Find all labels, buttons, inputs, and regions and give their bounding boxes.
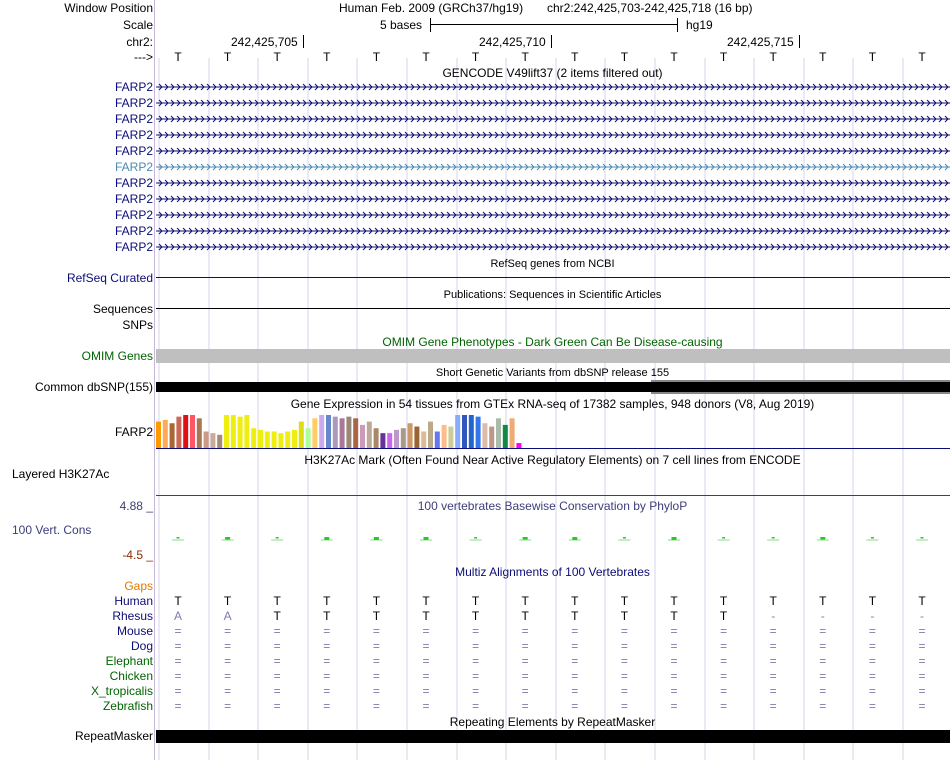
phylop-chart[interactable]	[156, 520, 950, 560]
base-letter: T	[571, 50, 579, 64]
base-letter: T	[471, 50, 480, 64]
multiz-base: =	[868, 699, 876, 713]
multiz-base: =	[868, 669, 876, 683]
base-letter: T	[323, 50, 331, 64]
scale-db: hg19	[686, 18, 713, 32]
gtex-tissue-bar[interactable]	[340, 418, 345, 448]
multiz-base: T	[769, 594, 777, 608]
gtex-tissue-bar[interactable]	[442, 425, 447, 448]
gencode-transcript[interactable]	[156, 97, 950, 109]
multiz-base: =	[174, 624, 182, 638]
snps-track-label[interactable]: SNPs	[122, 318, 153, 332]
multiz-base: =	[571, 639, 579, 653]
multiz-base: T	[571, 594, 579, 608]
chrom-label[interactable]: chr2:	[126, 35, 153, 49]
gtex-tissue-bar[interactable]	[258, 430, 263, 448]
multiz-base: =	[620, 699, 628, 713]
gencode-item-label[interactable]: FARP2	[114, 176, 153, 190]
gtex-tissue-bar[interactable]	[156, 422, 161, 448]
gencode-item-label[interactable]: FARP2	[114, 240, 153, 254]
gtex-tissue-bar[interactable]	[251, 428, 256, 448]
multiz-base: =	[670, 654, 678, 668]
multiz-base: =	[819, 654, 827, 668]
gtex-tissue-bar[interactable]	[319, 415, 324, 448]
gtex-tissue-bar[interactable]	[469, 415, 474, 448]
multiz-gaps-label[interactable]: Gaps	[124, 579, 153, 593]
multiz-base: =	[472, 699, 480, 713]
multiz-base: T	[819, 594, 827, 608]
gencode-item-label[interactable]: FARP2	[114, 208, 153, 222]
multiz-base: =	[521, 654, 529, 668]
multiz-base: T	[323, 594, 331, 608]
gtex-tissue-bar[interactable]	[272, 432, 277, 449]
gencode-item-label[interactable]: FARP2	[114, 224, 153, 238]
multiz-base: =	[323, 624, 331, 638]
gtex-tissue-bar[interactable]	[455, 415, 460, 448]
multiz-base: =	[670, 699, 678, 713]
multiz-base: =	[224, 654, 232, 668]
multiz-base: T	[521, 609, 529, 623]
phylop-score-bar[interactable]	[276, 537, 279, 539]
multiz-base: A	[173, 609, 182, 623]
multiz-base: =	[422, 624, 430, 638]
multiz-base: T	[372, 594, 381, 608]
phylop-score-bar[interactable]	[921, 537, 924, 539]
scale-bar	[430, 24, 678, 25]
multiz-base: =	[620, 639, 628, 653]
gtex-tissue-bar[interactable]	[401, 428, 406, 448]
dbsnp-variant-bar[interactable]	[156, 382, 950, 392]
gtex-tissue-bar[interactable]	[510, 418, 515, 448]
multiz-base: =	[918, 699, 926, 713]
position-tick-2	[551, 35, 552, 48]
multiz-base: =	[224, 684, 232, 698]
scale-text: 5 bases	[380, 18, 423, 32]
multiz-base: =	[273, 654, 281, 668]
gencode-transcript[interactable]	[156, 209, 950, 221]
gencode-track-title[interactable]: GENCODE V49lift37 (2 items filtered out)	[442, 66, 663, 80]
multiz-base: T	[273, 594, 281, 608]
multiz-base: =	[670, 684, 678, 698]
multiz-base: =	[670, 639, 678, 653]
multiz-base: T	[422, 609, 430, 623]
repeatmasker-track-label[interactable]: RepeatMasker	[74, 729, 153, 743]
multiz-base: =	[422, 669, 430, 683]
position-label-3: 242,425,715	[727, 35, 794, 49]
multiz-base: =	[918, 684, 926, 698]
multiz-species-label[interactable]: X_tropicalis	[90, 684, 153, 698]
multiz-base: =	[720, 654, 728, 668]
multiz-base: T	[571, 609, 579, 623]
position-tick-3	[799, 35, 800, 48]
gtex-tissue-bar[interactable]	[204, 432, 209, 449]
multiz-base: =	[720, 639, 728, 653]
multiz-base: T	[223, 594, 232, 608]
gtex-tissue-bar[interactable]	[367, 422, 372, 448]
repeatmasker-bar[interactable]	[156, 730, 950, 743]
refseq-track-title[interactable]: RefSeq genes from NCBI	[490, 258, 615, 270]
multiz-base: =	[472, 654, 480, 668]
multiz-base: =	[819, 624, 827, 638]
multiz-base: =	[620, 624, 628, 638]
gencode-transcript[interactable]	[156, 225, 950, 237]
multiz-base: =	[323, 639, 331, 653]
multiz-base: -	[771, 609, 776, 623]
base-letter: T	[174, 50, 182, 64]
gtex-tissue-bar[interactable]	[231, 415, 236, 448]
phylop-score-bar[interactable]	[722, 537, 725, 539]
gtex-tissue-bar[interactable]	[380, 433, 385, 448]
phylop-max-label: 4.88 _	[119, 499, 153, 513]
multiz-base: =	[918, 624, 926, 638]
base-letter: T	[273, 50, 281, 64]
multiz-base: =	[372, 639, 380, 653]
multiz-base: =	[472, 624, 480, 638]
multiz-base: T	[471, 594, 480, 608]
multiz-base: =	[620, 684, 628, 698]
position-label-1: 242,425,705	[231, 35, 298, 49]
gtex-tissue-bar[interactable]	[170, 423, 175, 448]
multiz-base: T	[620, 594, 629, 608]
gencode-item-label[interactable]: FARP2	[114, 144, 153, 158]
refseq-gene-line[interactable]	[156, 277, 950, 278]
base-letter: T	[719, 50, 728, 64]
multiz-base: =	[868, 639, 876, 653]
base-letter: T	[918, 50, 926, 64]
gtex-tissue-bar[interactable]	[428, 422, 433, 448]
phylop-score-bar[interactable]	[772, 537, 775, 539]
phylop-score-bar[interactable]	[523, 537, 528, 540]
multiz-base: =	[769, 624, 777, 638]
multiz-base: =	[769, 639, 777, 653]
gtex-tissue-bar[interactable]	[387, 433, 392, 448]
multiz-base: =	[571, 669, 579, 683]
multiz-species-label[interactable]: Mouse	[116, 624, 153, 638]
gtex-tissue-bar[interactable]	[285, 432, 290, 449]
gtex-tissue-bar[interactable]	[197, 418, 202, 448]
multiz-base: =	[769, 699, 777, 713]
multiz-base: =	[323, 699, 331, 713]
multiz-base: =	[819, 669, 827, 683]
refseq-track-label[interactable]: RefSeq Curated	[66, 271, 153, 285]
base-letter: T	[422, 50, 430, 64]
base-letter: T	[819, 50, 827, 64]
multiz-base: T	[719, 594, 728, 608]
dbsnp-track-title[interactable]: Short Genetic Variants from dbSNP release 155	[435, 367, 670, 379]
multiz-base: =	[372, 654, 380, 668]
gtex-tissue-bar[interactable]	[224, 415, 229, 448]
scale-label[interactable]: Scale	[122, 18, 153, 32]
omim-gene-bar[interactable]	[156, 349, 950, 363]
gtex-tissue-bar[interactable]	[217, 435, 222, 448]
multiz-base: =	[670, 624, 678, 638]
strand-label[interactable]: --->	[134, 50, 153, 64]
phylop-track-title[interactable]: 100 vertebrates Basewise Conservation by PhyloP	[417, 499, 688, 513]
multiz-base: =	[620, 654, 628, 668]
multiz-base: =	[174, 654, 182, 668]
scale-bar-right-tick	[677, 18, 678, 32]
publications-track-label[interactable]: Sequences	[92, 302, 153, 316]
assembly-name: Human Feb. 2009 (GRCh37/hg19)	[339, 1, 524, 15]
gtex-tissue-bar[interactable]	[489, 427, 494, 448]
multiz-base: T	[273, 609, 281, 623]
base-letter: T	[868, 50, 877, 64]
phylop-min-label: -4.5 _	[122, 548, 153, 562]
omim-track-title[interactable]: OMIM Gene Phenotypes - Dark Green Can Be Disease-causing	[382, 335, 723, 349]
multiz-species-label[interactable]: Chicken	[109, 669, 153, 683]
multiz-base: =	[422, 684, 430, 698]
phylop-score-bar[interactable]	[572, 537, 577, 540]
gtex-tissue-bar[interactable]	[414, 427, 419, 448]
multiz-base: T	[719, 609, 728, 623]
phylop-score-bar[interactable]	[474, 537, 477, 539]
gencode-item-label[interactable]: FARP2	[114, 96, 153, 110]
gtex-tissue-bar[interactable]	[183, 415, 188, 448]
multiz-base: =	[422, 699, 430, 713]
multiz-base: -	[870, 609, 875, 623]
multiz-base: T	[918, 594, 926, 608]
multiz-base: -	[920, 609, 924, 623]
multiz-base: =	[323, 669, 331, 683]
gtex-tissue-bar[interactable]	[333, 417, 338, 448]
base-letter: T	[521, 50, 529, 64]
gencode-item-label[interactable]: FARP2	[114, 192, 153, 206]
multiz-base: =	[819, 699, 827, 713]
multiz-base: =	[819, 639, 827, 653]
multiz-species-label[interactable]: Elephant	[105, 654, 153, 668]
gtex-tissue-bar[interactable]	[190, 415, 195, 448]
multiz-species-label[interactable]: Human	[114, 594, 153, 608]
position-tick-1	[303, 35, 304, 48]
multiz-base: =	[521, 624, 529, 638]
phylop-score-bar[interactable]	[820, 537, 825, 540]
gtex-tissue-bar[interactable]	[503, 425, 508, 448]
gtex-tissue-bar[interactable]	[238, 417, 243, 448]
multiz-base: T	[422, 594, 430, 608]
multiz-species-label[interactable]: Dog	[130, 639, 153, 653]
gencode-transcript[interactable]	[156, 81, 950, 93]
gtex-tissue-bar[interactable]	[326, 415, 331, 448]
multiz-base: =	[720, 699, 728, 713]
phylop-score-bar[interactable]	[324, 537, 329, 540]
phylop-score-bar[interactable]	[871, 537, 874, 539]
gencode-item-label[interactable]: FARP2	[114, 80, 153, 94]
gtex-tissue-bar[interactable]	[312, 418, 317, 448]
gtex-tissue-bar[interactable]	[374, 428, 379, 448]
repeatmasker-track-title[interactable]: Repeating Elements by RepeatMasker	[449, 715, 656, 729]
multiz-base: T	[521, 594, 529, 608]
gencode-item-label[interactable]: FARP2	[114, 128, 153, 142]
multiz-base: =	[819, 684, 827, 698]
gtex-tissue-bar[interactable]	[278, 433, 283, 448]
multiz-base: =	[868, 654, 876, 668]
multiz-base: =	[769, 684, 777, 698]
gtex-tissue-bar[interactable]	[476, 417, 481, 448]
multiz-base: =	[918, 669, 926, 683]
gtex-tissue-bar[interactable]	[353, 418, 358, 448]
multiz-base: =	[918, 639, 926, 653]
gtex-tissue-bar[interactable]	[394, 430, 399, 448]
gtex-tissue-bar[interactable]	[482, 423, 487, 448]
gencode-transcript[interactable]	[156, 129, 950, 141]
base-letter: T	[769, 50, 777, 64]
gtex-tissue-bar[interactable]	[244, 415, 249, 448]
gtex-tissue-bar[interactable]	[163, 420, 168, 448]
region-readout: chr2:242,425,703-242,425,718 (16 bp)	[547, 1, 753, 15]
multiz-base: =	[571, 624, 579, 638]
multiz-base: T	[670, 609, 678, 623]
multiz-base: =	[571, 654, 579, 668]
gtex-tissue-bar[interactable]	[408, 423, 413, 448]
multiz-base: =	[372, 699, 380, 713]
multiz-base: =	[868, 624, 876, 638]
multiz-base: T	[670, 594, 678, 608]
dbsnp-track-label[interactable]: Common dbSNP(155)	[34, 380, 153, 394]
multiz-base: =	[224, 669, 232, 683]
gtex-track-title[interactable]: Gene Expression in 54 tissues from GTEx RNA-seq of 17382 samples, 948 donors (V8, Aug 2019)	[290, 397, 815, 411]
multiz-base: =	[273, 639, 281, 653]
multiz-base: =	[472, 669, 480, 683]
multiz-base: =	[372, 684, 380, 698]
multiz-base: =	[918, 654, 926, 668]
gtex-tissue-bar[interactable]	[306, 428, 311, 448]
multiz-base: =	[323, 654, 331, 668]
multiz-base: T	[620, 609, 629, 623]
gtex-tissue-bar[interactable]	[176, 417, 181, 448]
multiz-base: =	[273, 684, 281, 698]
multiz-base: =	[571, 699, 579, 713]
multiz-base: T	[372, 609, 381, 623]
multiz-base: =	[273, 624, 281, 638]
multiz-base: =	[224, 699, 232, 713]
multiz-base: =	[224, 624, 232, 638]
dbsnp-variant-lower	[651, 392, 950, 394]
multiz-base: T	[471, 609, 480, 623]
position-label-2: 242,425,710	[479, 35, 546, 49]
gtex-tissue-bar[interactable]	[448, 427, 453, 448]
gencode-item-label[interactable]: FARP2	[114, 112, 153, 126]
phylop-score-bar[interactable]	[424, 537, 429, 540]
dbsnp-variant-upper	[651, 380, 950, 382]
multiz-species-label[interactable]: Zebrafish	[102, 699, 153, 713]
base-letter: T	[223, 50, 232, 64]
gtex-tissue-bar[interactable]	[496, 418, 501, 448]
multiz-base: =	[472, 639, 480, 653]
phylop-score-bar[interactable]	[225, 537, 230, 540]
gencode-transcript[interactable]	[156, 113, 950, 125]
multiz-base: =	[769, 669, 777, 683]
multiz-base: =	[372, 669, 380, 683]
h3k27ac-baseline	[156, 495, 950, 496]
multiz-base: A	[223, 609, 232, 623]
gtex-tissue-bar[interactable]	[462, 415, 467, 448]
multiz-species-label[interactable]: Rhesus	[112, 609, 153, 623]
multiz-base: =	[720, 684, 728, 698]
multiz-base: =	[372, 624, 380, 638]
phylop-score-bar[interactable]	[623, 537, 626, 539]
multiz-base: =	[174, 699, 182, 713]
multiz-base: =	[174, 639, 182, 653]
gencode-transcript[interactable]	[156, 241, 950, 253]
multiz-base: =	[273, 669, 281, 683]
multiz-base: =	[472, 684, 480, 698]
h3k27ac-track-title[interactable]: H3K27Ac Mark (Often Found Near Active Regulatory Elements) on 7 cell lines from ENCODE	[304, 453, 801, 467]
multiz-base: =	[521, 684, 529, 698]
multiz-base: =	[422, 639, 430, 653]
multiz-base: =	[422, 654, 430, 668]
gencode-transcript[interactable]	[156, 193, 950, 205]
multiz-base: -	[820, 609, 825, 623]
gtex-tissue-bar[interactable]	[360, 425, 365, 448]
multiz-base: =	[323, 684, 331, 698]
phylop-score-bar[interactable]	[374, 537, 379, 540]
base-letter: T	[372, 50, 381, 64]
gtex-track-label[interactable]: FARP2	[114, 425, 153, 439]
omim-track-label[interactable]: OMIM Genes	[81, 349, 153, 363]
publications-line[interactable]	[156, 308, 950, 309]
gtex-tissue-bar[interactable]	[435, 432, 440, 449]
scale-bar-left-tick	[430, 18, 431, 32]
multiz-base: =	[868, 684, 876, 698]
multiz-base: =	[273, 699, 281, 713]
multiz-base: T	[868, 594, 877, 608]
multiz-base: =	[571, 684, 579, 698]
multiz-base: =	[174, 669, 182, 683]
gencode-transcript[interactable]	[156, 145, 950, 157]
base-letter: T	[620, 50, 629, 64]
multiz-base: T	[323, 609, 331, 623]
multiz-base: =	[670, 669, 678, 683]
phylop-score-bar[interactable]	[672, 537, 677, 540]
multiz-base: =	[521, 699, 529, 713]
multiz-base: =	[720, 624, 728, 638]
window-position-label[interactable]: Window Position	[64, 1, 153, 15]
gtex-tissue-bar[interactable]	[421, 432, 426, 449]
multiz-base: =	[720, 669, 728, 683]
multiz-base: =	[769, 654, 777, 668]
gtex-tissue-bar[interactable]	[299, 422, 304, 448]
base-letter: T	[670, 50, 678, 64]
gtex-tissue-bar[interactable]	[346, 417, 351, 448]
multiz-base: T	[174, 594, 182, 608]
gtex-tissue-bar[interactable]	[265, 432, 270, 449]
publications-track-title[interactable]: Publications: Sequences in Scientific Articles	[443, 289, 662, 301]
gencode-transcript[interactable]	[156, 177, 950, 189]
gtex-baseline	[156, 448, 950, 449]
multiz-base: =	[224, 639, 232, 653]
gtex-tissue-bar[interactable]	[210, 433, 215, 448]
multiz-base: =	[521, 669, 529, 683]
multiz-base: =	[174, 684, 182, 698]
multiz-base: =	[620, 669, 628, 683]
phylop-score-bar[interactable]	[177, 537, 180, 539]
gtex-tissue-bar[interactable]	[292, 430, 297, 448]
gencode-item-label[interactable]: FARP2	[114, 160, 153, 174]
multiz-track-title[interactable]: Multiz Alignments of 100 Vertebrates	[455, 565, 650, 579]
phylop-track-label[interactable]: 100 Vert. Cons	[12, 523, 92, 537]
gtex-expression-chart[interactable]	[156, 412, 536, 448]
h3k27ac-track-label[interactable]: Layered H3K27Ac	[12, 467, 110, 481]
multiz-base: =	[521, 639, 529, 653]
gencode-transcript[interactable]	[156, 161, 950, 173]
